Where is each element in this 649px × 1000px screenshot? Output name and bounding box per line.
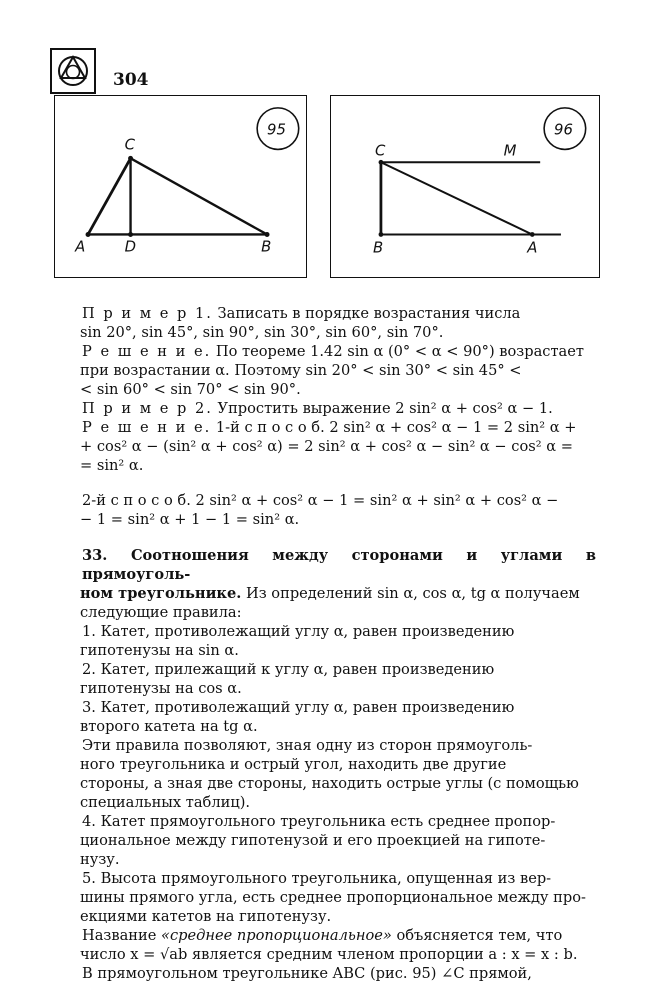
section-33-intro-line-3: следующие правила: [80, 604, 242, 621]
point-b [265, 232, 270, 237]
rule-1-line-2: гипотенузы на sin α. [80, 642, 239, 659]
naming-line-2: число x = √ab является средним членом пропорции a : x = x : b. [80, 946, 578, 963]
example-1 [82, 304, 596, 399]
example-2-way-1-line-3: = sin² α. [80, 457, 144, 474]
last-line: В прямоугольном треугольнике ABC (рис. 95) ∠C прямой, [82, 965, 532, 982]
example-2 [82, 399, 596, 475]
example-1-solution-lead: Р е ш е н и е. [82, 343, 212, 360]
example-2-solution-lead: Р е ш е н и е. [82, 419, 212, 436]
naming-term: «среднее пропорциональное» [161, 927, 392, 944]
rule-4-line-2: циональное между гипотенузой и его проекцией на гипоте- [80, 832, 546, 849]
section-33-heading-line-1: 33. Соотношения между сторонами и углами в прямоуголь- [82, 547, 596, 583]
label-c: C [124, 136, 135, 154]
rule-5-line-1: 5. Высота прямоугольного треугольника, опущенная из вер- [82, 870, 552, 887]
point-a [86, 232, 91, 237]
example-2-way-1-line-2: + cos² α − (sin² α + cos² α) = 2 sin² α + cos² α − sin² α − cos² α = [80, 438, 573, 455]
example-1-lead: П р и м е р 1. [82, 305, 213, 322]
figure-96 [330, 95, 600, 278]
label-c: C [374, 142, 386, 160]
naming-line-1-b: объясняется тем, что [391, 927, 563, 944]
example-1-line-2: sin 20°, sin 45°, sin 90°, sin 30°, sin 60°, sin 70°. [80, 324, 444, 341]
point-d [128, 232, 133, 237]
figure-96-drawing [331, 96, 599, 277]
page-number: 304 [113, 70, 149, 90]
example-2-lead: П р и м е р 2. [82, 400, 213, 417]
rule-5-line-3: екциями катетов на гипотенузу. [80, 908, 332, 925]
label-m: M [503, 142, 517, 160]
segment-ac [88, 158, 131, 234]
label-a: A [527, 239, 538, 257]
triangle-circle-emblem-icon [50, 48, 96, 94]
example-2-way-2 [82, 491, 596, 529]
naming-line-1-a: Название [82, 927, 162, 944]
section-33 [82, 546, 596, 983]
point-b [379, 232, 384, 237]
example-2-line-1: Упростить выражение 2 sin² α + cos² α − 1. [217, 400, 553, 417]
emblem-drawing [52, 50, 94, 92]
segment-cb [131, 158, 267, 234]
rule-1-line-1: 1. Катет, противолежащий углу α, равен произведению [82, 623, 515, 640]
point-c [128, 156, 133, 161]
rule-3-line-1: 3. Катет, противолежащий углу α, равен произведению [82, 699, 515, 716]
example-2-way-2-line-1: 2 sin² α + cos² α − 1 = sin² α + sin² α + cos² α − [195, 492, 559, 509]
paragraph-line-3: стороны, а зная две стороны, находить острые углы (с помощью [80, 775, 579, 792]
rule-2-line-1: 2. Катет, прилежащий к углу α, равен произведению [82, 661, 495, 678]
example-2-way-1-line-1: 2 sin² α + cos² α − 1 = 2 sin² α + [329, 419, 577, 436]
point-c [379, 160, 384, 165]
rule-5-line-2: шины прямого угла, есть среднее пропорциональное между про- [80, 889, 586, 906]
point-a [530, 232, 535, 237]
segment-ca [381, 162, 532, 234]
figure-96-number: 96 [554, 121, 573, 139]
label-a: A [75, 238, 86, 256]
rule-3-line-2: второго катета на tg α. [80, 718, 258, 735]
label-b: B [261, 238, 272, 256]
example-1-solution-line-2: при возрастании α. Поэтому sin 20° < sin 30° < sin 45° < [80, 362, 522, 379]
section-33-heading-line-2: ном треугольнике. [80, 585, 242, 602]
paragraph-line-4: специальных таблиц). [80, 794, 251, 811]
label-d: D [124, 238, 137, 256]
example-2-way-1-lead: 1-й с п о с о б. [215, 419, 325, 436]
paragraph-line-1: Эти правила позволяют, зная одну из сторон прямоуголь- [82, 737, 533, 754]
rule-4-line-3: нузу. [80, 851, 120, 868]
rule-4-line-1: 4. Катет прямоугольного треугольника есть среднее пропор- [82, 813, 556, 830]
example-1-line-1: Записать в порядке возрастания числа [217, 305, 521, 322]
label-b: B [373, 239, 384, 257]
figure-95 [54, 95, 307, 278]
example-1-solution-line-1: По теореме 1.42 sin α (0° < α < 90°) возрастает [215, 343, 584, 360]
figure-95-drawing [55, 96, 306, 277]
paragraph-line-2: ного треугольника и острый угол, находить две другие [80, 756, 507, 773]
example-2-way-2-line-2: − 1 = sin² α + 1 − 1 = sin² α. [80, 511, 300, 528]
example-2-way-2-lead: 2-й с п о с о б. [82, 492, 191, 509]
example-1-solution-line-3: < sin 60° < sin 70° < sin 90°. [80, 381, 301, 398]
rule-2-line-2: гипотенузы на cos α. [80, 680, 242, 697]
section-33-intro: Из определений sin α, cos α, tg α получаем [245, 585, 580, 602]
figure-95-number: 95 [267, 121, 286, 139]
